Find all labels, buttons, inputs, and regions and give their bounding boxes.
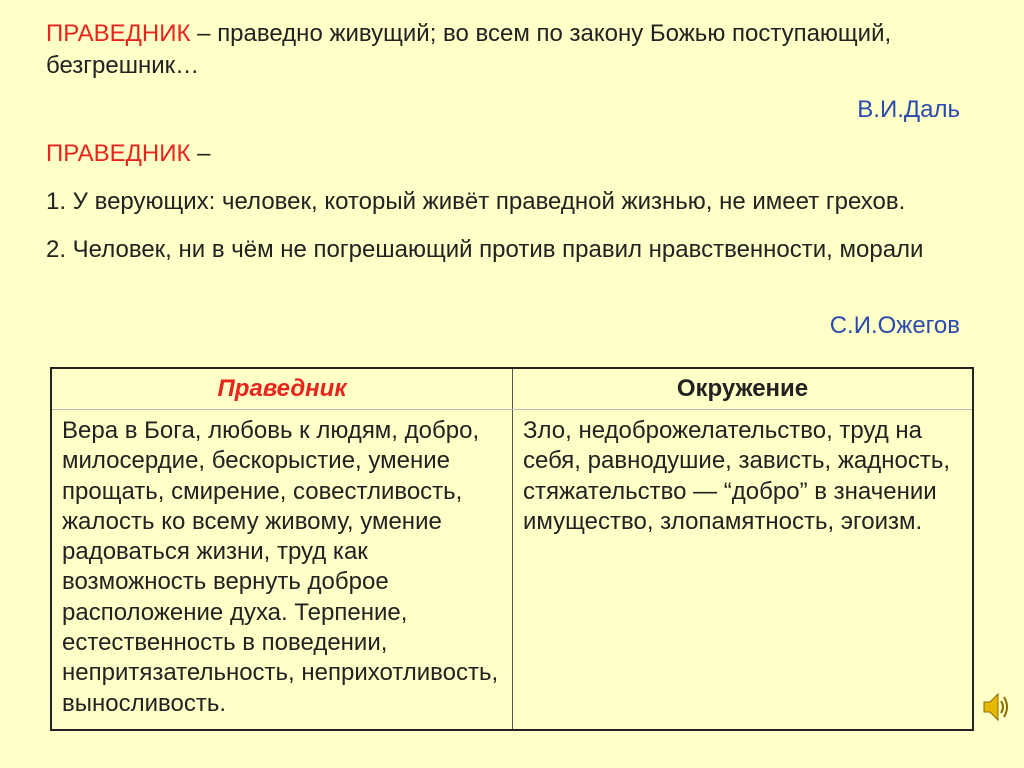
comparison-table (50, 367, 974, 731)
cell-pravednik-qualities: Вера в Бога, любовь к людям, добро, милосердие, бескорыстие, умение прощать, смирение, совестливость, жалость ко всему живому, умение радоваться жизни, труд как возможность вернуть доброе расположение духа. Терпение, естественность в поведении, непритязательность, неприхотливость, выносливость. (51, 410, 513, 731)
definition-item-2: 2. Человек, ни в чём не погрешающий против правил нравственности, морали (46, 236, 924, 263)
cell-okruzhenie-qualities: Зло, недоброжелательство, труд на себя, равнодушие, зависть, жадность, стяжательство — “добро” в значении имущество, злопамятность, эгоизм. (513, 410, 974, 731)
definition-dash-2: – (190, 140, 211, 167)
definition-dash: – (190, 20, 218, 47)
table-row (51, 410, 973, 731)
term-pravednik-2: ПРАВЕДНИК (46, 140, 191, 167)
header-pravednik: Праведник (51, 368, 513, 410)
term-pravednik: ПРАВЕДНИК (46, 20, 191, 47)
definition-item-1: 1. У верующих: человек, который живёт праведной жизнью, не имеет грехов. (46, 188, 906, 215)
definition-dal (46, 18, 976, 82)
author-ozhegov: С.И.Ожегов (829, 312, 960, 339)
definition-ozhegov-title (46, 140, 211, 168)
table-header-row (51, 368, 973, 410)
speaker-icon[interactable] (980, 690, 1010, 724)
header-okruzhenie: Окружение (513, 368, 974, 410)
author-dal: В.И.Даль (857, 96, 960, 123)
definition-text: праведно живущий; во всем по закону Божью поступающий, безгрешник… (46, 20, 892, 79)
